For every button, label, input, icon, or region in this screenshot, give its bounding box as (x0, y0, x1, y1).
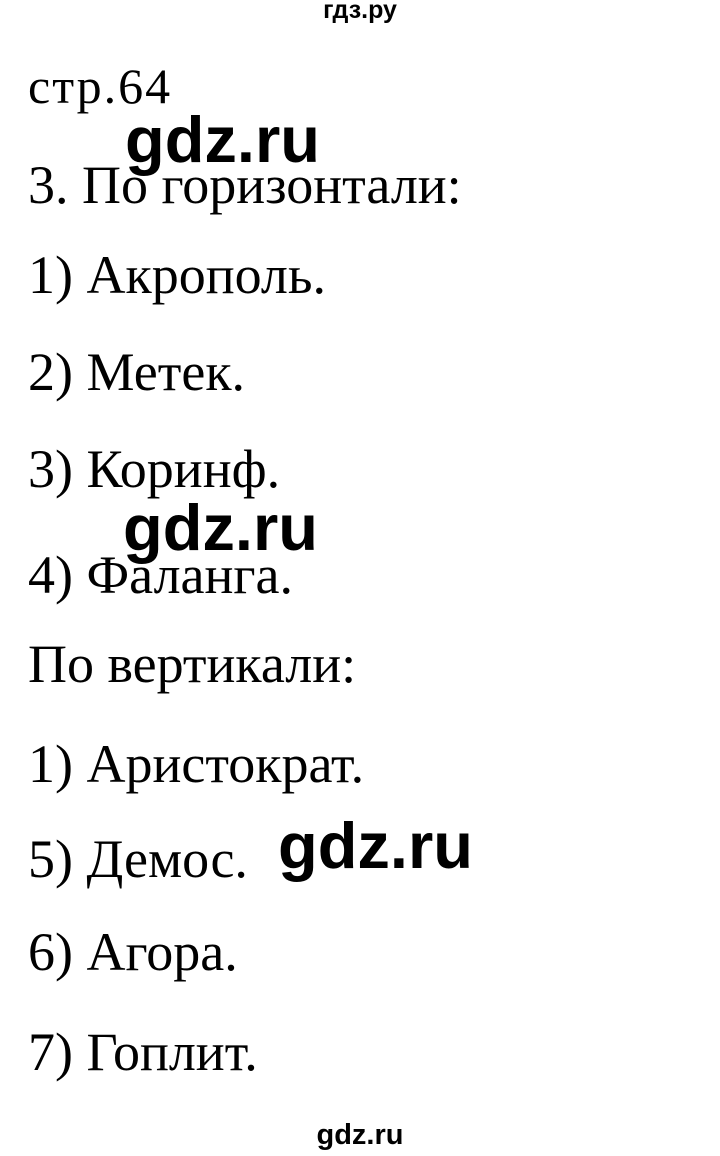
site-header (0, 0, 720, 23)
across-section-title: 3. По горизонтали: (28, 155, 462, 215)
across-answer-item: 3) Коринф. (28, 439, 281, 499)
down-answer-item: 7) Гоплит. (28, 1022, 258, 1082)
site-logo-header: гдз.ру (323, 0, 397, 24)
page-label: стр.64 (28, 58, 173, 114)
down-answer-item: 5) Демос. (28, 829, 248, 889)
down-answer-item: 6) Агора. (28, 922, 238, 982)
down-answer-item: 1) Аристократ. (28, 734, 365, 794)
across-answer-item: 2) Метек. (28, 342, 246, 402)
site-footer (0, 1121, 720, 1150)
site-logo-footer: gdz.ru (316, 1119, 404, 1151)
across-answer-item: 1) Акрополь. (28, 245, 326, 305)
down-section-title: По вертикали: (28, 634, 357, 694)
gdz-watermark-2: gdz.ru (123, 491, 318, 564)
across-answer-item: 4) Фаланга. (28, 545, 294, 605)
gdz-watermark-3: gdz.ru (278, 809, 473, 882)
gdz-watermark-1: gdz.ru (125, 103, 320, 176)
